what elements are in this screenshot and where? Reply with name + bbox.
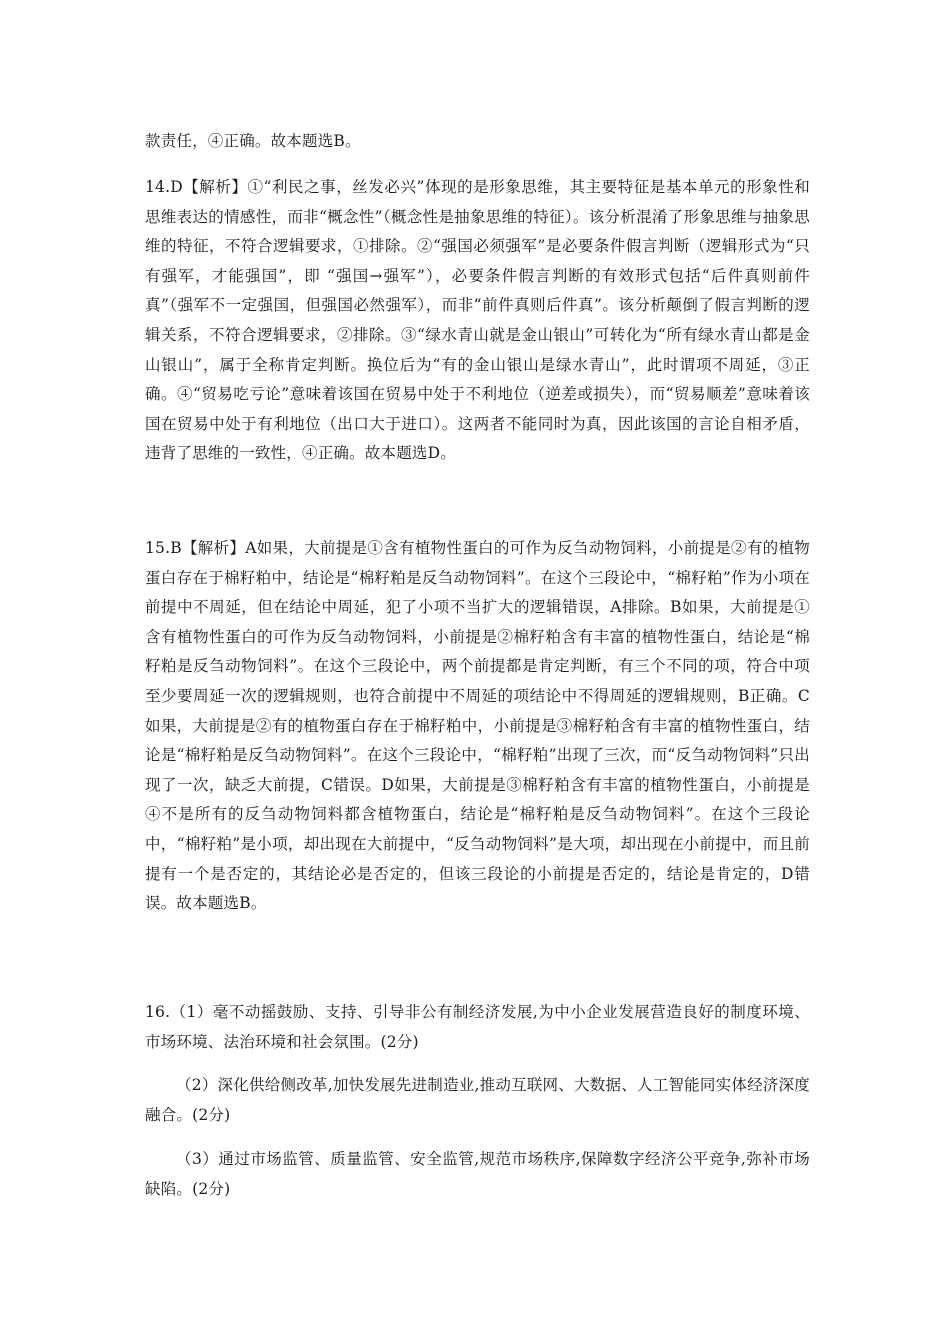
answer-16-part-3: （3）通过市场监管、质量监管、安全监管,规范市场秩序,保障数字经济公平竞争,弥补市场缺陷。(2分) <box>145 1150 810 1198</box>
answer-13-tail: 款责任，④正确。故本题选B。 <box>145 132 361 150</box>
answer-14-explanation: 14.D【解析】①“利民之事，丝发必兴”体现的是形象思维，其主要特征是基本单元的形象性和思维表达的情感性，而非“概念性”（概念性是抽象思维的特征）。该分析混淆了形象思维与抽象思维的特征，不符合逻辑要求，①排除。②“强国必须强军”是必要条件假言判断（逻辑形式为“只有强军，才能强国”，即 “强国→强军”），必要条件假言判断的有效形式包括“后件真则前件真”（强军不一定强国，但强国必然强军），而非“前件真则后件真”。该分析颠倒了假言判断的逻辑关系，不符合逻辑要求，②排除。③“绿水青山就是金山银山”可转化为“所有绿水青山都是金山银山”，属于全称肯定判断。换位后为“有的金山银山是绿水青山”，此时谓项不周延，③正确。④“贸易吃亏论”意味着该国在贸易中处于不利地位（逆差或损失），而“贸易顺差”意味着该国在贸易中处于有利地位（出口大于进口）。这两者不能同时为真，因此该国的言论自相矛盾，违背了思维的一致性，④正确。故本题选D。 <box>145 178 810 463</box>
answer-16-part-2: （2）深化供给侧改革,加快发展先进制造业,推动互联网、大数据、人工智能同实体经济深度融合。(2分) <box>145 1076 810 1124</box>
answer-16-part-1: 16.（1）毫不动摇鼓励、支持、引导非公有制经济发展,为中小企业发展营造良好的制度环境、市场环境、法治环境和社会氛围。(2分) <box>145 1003 810 1051</box>
answer-15-explanation: 15.B【解析】A如果，大前提是①含有植物性蛋白的可作为反刍动物饲料，小前提是②有的植物蛋白存在于棉籽粕中，结论是“棉籽粕是反刍动物饲料”。在这个三段论中，“棉籽粕”作为小项在前提中不周延，但在结论中周延，犯了小项不当扩大的逻辑错误，A排除。B如果，大前提是①含有植物性蛋白的可作为反刍动物饲料，小前提是②棉籽粕含有丰富的植物性蛋白，结论是“棉籽粕是反刍动物饲料”。在这个三段论中，两个前提都是肯定判断，有三个不同的项，符合中项至少要周延一次的逻辑规则，也符合前提中不周延的项结论中不得周延的逻辑规则，B正确。C如果，大前提是②有的植物蛋白存在于棉籽粕中，小前提是③棉籽粕含有丰富的植物性蛋白，结论是“棉籽粕是反刍动物饲料”。在这个三段论中，“棉籽粕”出现了三次，而“反刍动物饲料”只出现了一次，缺乏大前提，C错误。D如果，大前提是③棉籽粕含有丰富的植物性蛋白，小前提是④不是所有的反刍动物饲料都含植物蛋白，结论是“棉籽粕是反刍动物饲料”。在这个三段论中，“棉籽粕”是小项，却出现在大前提中，“反刍动物饲料”是大项，却出现在小前提中，而且前提有一个是否定的，其结论必是否定的，但该三段论的小前提是否定的，结论是肯定的，D错误。故本题选B。 <box>145 539 810 913</box>
